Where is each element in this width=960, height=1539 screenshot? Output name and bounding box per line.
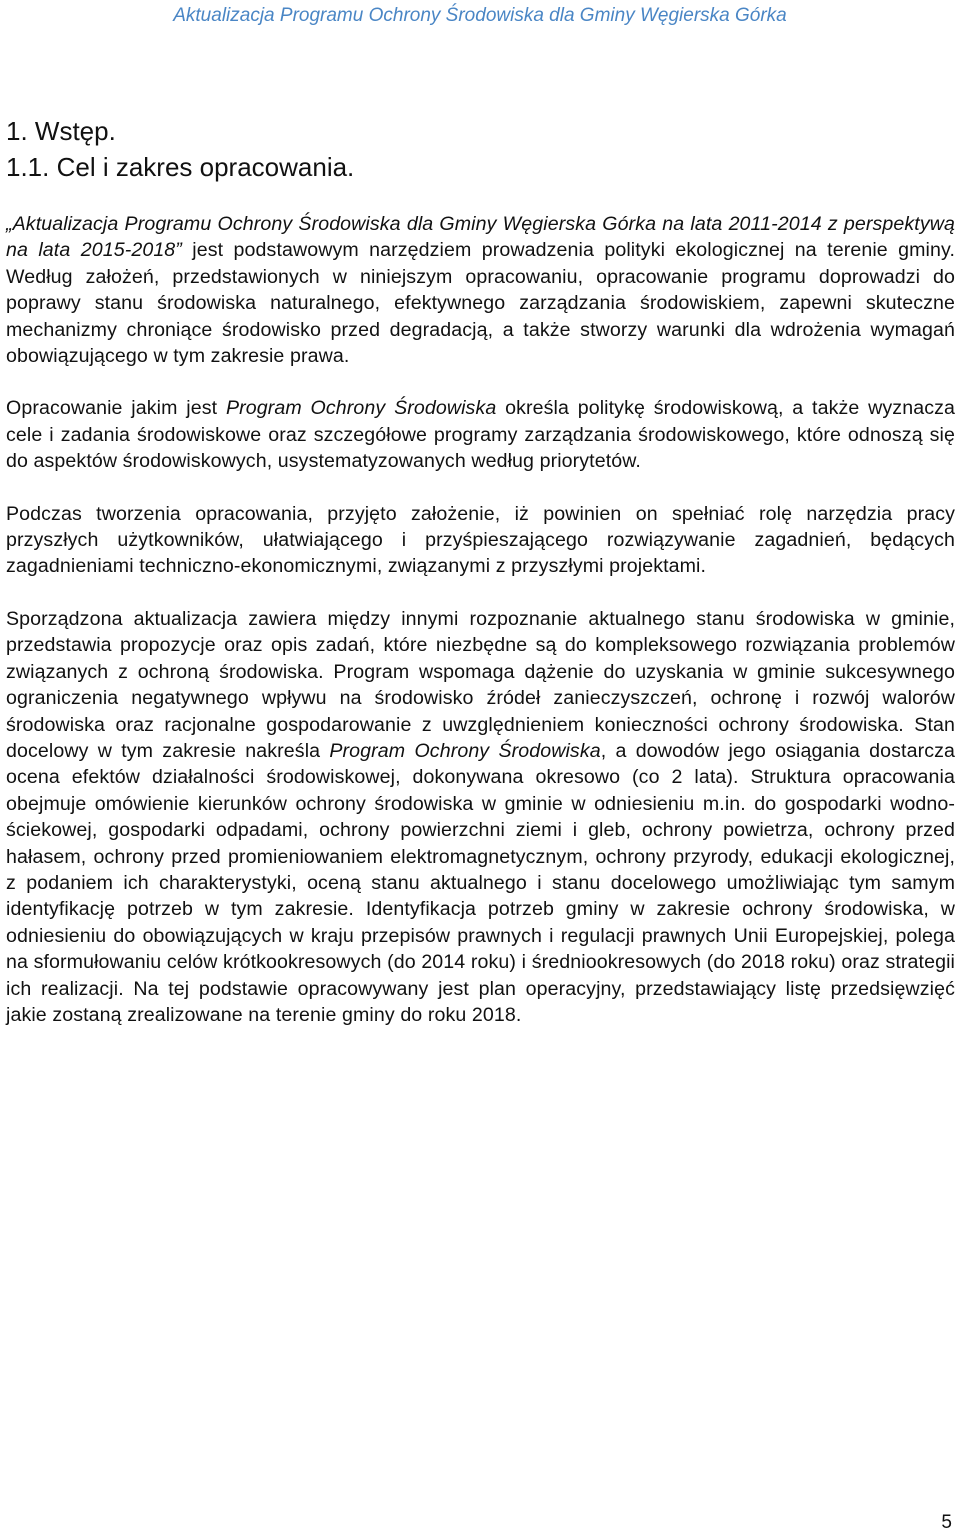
page-number: 5: [941, 1512, 952, 1533]
paragraph-2-italic: Program Ochrony Środowiska: [225, 397, 497, 420]
paragraph-2: [6, 395, 955, 474]
program-title-italic: „Aktualizacja Programu Ochrony Środowiska dla Gminy Węgierska Górka na lata 2011-2014 z perspektywą na lata 2015-2018”: [6, 213, 955, 262]
paragraph-1: [6, 211, 955, 369]
running-header: Aktualizacja Programu Ochrony Środowiska dla Gminy Węgierska Górka: [173, 5, 787, 26]
subsection-heading: 1.1. Cel i zakres opracowania.: [6, 152, 355, 182]
paragraph-4: [6, 606, 955, 1029]
paragraph-4-italic: Program Ochrony Środowiska: [329, 739, 601, 762]
paragraph-2-text: określa politykę środowiskową, a także wyznacza cele i zadania środowiskowe oraz szczegółowe programy zarządzania środowiskowego, które odnoszą się do aspektów środowiskowych, usystematyzowanych według priorytetów.: [6, 397, 955, 473]
document-body: [6, 211, 955, 1054]
paragraph-3-text: Podczas tworzenia opracowania, przyjęto założenie, iż powinien on spełniać rolę narzędzia pracy przyszłych użytkowników, ułatwiającego i przyśpieszającego rozwiązywanie zagadnień, będących zagadnieniami techniczno-ekonomicznymi, związanymi z przyszłymi projektami.: [6, 502, 955, 578]
paragraph-3: [6, 501, 955, 580]
section-heading: 1. Wstęp.: [6, 116, 116, 146]
paragraph-4-text: , a dowodów jego osiągania dostarcza ocena efektów działalności środowiskowej, dokonywana okresowo (co 2 lata). Struktura opracowania obejmuje omówienie kierunków ochrony środowiska w gminie w odniesieniu m.in. do gospodarki wodno-ściekowej, gospodarki odpadami, ochrony powierzchni ziemi i gleb, ochrony powietrza, ochrony przed hałasem, ochrony przed promieniowaniem elektromagnetycznym, ochrony przyrody, edukacji ekologicznej, z podaniem ich charakterystyki, oceną stanu aktualnego i stanu docelowego umożliwiając tym samym identyfikację potrzeb w tym zakresie. Identyfikacja potrzeb gminy w zakresie ochrony środowiska, w odniesieniu do obowiązujących w kraju przepisów prawnych i regulacji prawnych Unii Europejskiej, polega na sformułowaniu celów krótkookresowych (do 2014 roku) i średniookresowych (do 2018 roku) oraz strategii ich realizacji. Na tej podstawie opracowywany jest plan operacyjny, przedstawiający listę przedsięwzięć jakie zostaną zrealizowane na terenie gminy do roku 2018.: [6, 739, 956, 1026]
paragraph-4-start: Sporządzona aktualizacja zawiera między innymi rozpoznanie aktualnego stanu środowiska w gminie, przedstawia propozycje oraz opis zadań, które niezbędne są do kompleksowego rozwiązania problemów związanych z ochroną środowiska. Program wspomaga dążenie do uzyskania w gminie sukcesywnego ograniczenia negatywnego wpływu na środowisko źródeł zanieczyszczeń, ochronę i rozwój walorów środowiska oraz racjonalne gospodarowanie z uwzględnieniem konieczności ochrony środowiska. Stan docelowy w tym zakresie nakreśla: [6, 607, 955, 762]
paragraph-1-text: jest podstawowym narzędziem prowadzenia polityki ekologicznej na terenie gminy. Według założeń, przedstawionych w niniejszym opracowaniu, opracowanie programu doprowadzi do poprawy stanu środowiska naturalnego, efektywnego zarządzania środowiskiem, zapewni skuteczne mechanizmy chroniące środowisko przed degradacją, a także stworzy warunki dla wdrożenia wymagań obowiązującego w tym zakresie prawa.: [6, 239, 955, 368]
paragraph-2-start: Opracowanie jakim jest: [6, 397, 226, 420]
